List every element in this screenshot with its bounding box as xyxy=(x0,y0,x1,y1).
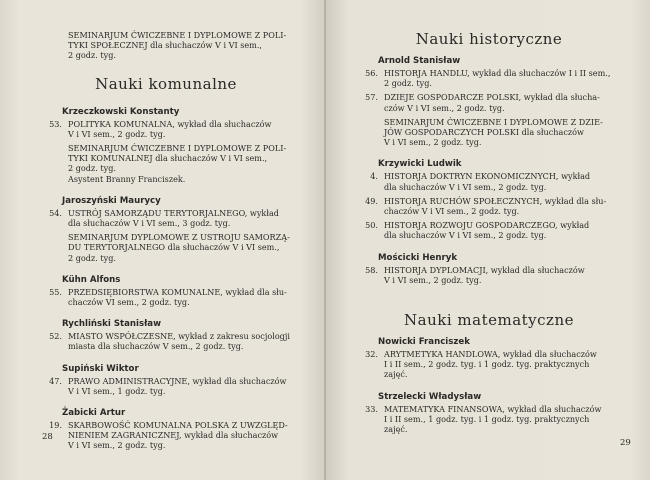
lecturer-name: Nowicki Franciszek xyxy=(378,337,470,348)
course-entry xyxy=(40,232,292,263)
page-number-left: 28 xyxy=(42,432,53,442)
course-entry xyxy=(40,376,292,396)
course-number: 53. xyxy=(49,118,62,129)
course-entry xyxy=(356,68,622,88)
course-entry xyxy=(356,220,622,240)
course-text: MATEMATYKA FINANSOWA, wykład dla słuchaczów I i II sem., 1 godz. tyg. i 1 godz. tyg. praktycznych zajęć. xyxy=(384,403,602,435)
course-text: PRAWO ADMINISTRACYJNE, wykład dla słuchaczów V i VI sem., 1 godz. tyg. xyxy=(68,375,287,396)
course-text: MIASTO WSPÓŁCZESNE, wykład z zakresu socjologji miasta dla słuchaczów V sem., 2 godz. tyg. xyxy=(68,331,290,352)
course-text: HISTORJA DOKTRYN EKONOMICZNYCH, wykład dla słuchaczów V i VI sem., 2 godz. tyg. xyxy=(384,171,591,192)
left-page-content xyxy=(40,30,292,463)
lecturer-name: Krzeczkowski Konstanty xyxy=(62,106,180,117)
left-groups xyxy=(40,107,292,463)
section-title-matematyczne: Nauki matematyczne xyxy=(404,311,574,330)
course-entry xyxy=(356,171,622,191)
section-title-historyczne: Nauki historyczne xyxy=(415,30,563,48)
course-number: 4. xyxy=(370,171,378,182)
course-text: HISTORJA ROZWOJU GOSPODARCZEGO, wykład dla słuchaczów V i VI sem., 2 godz. tyg. xyxy=(384,220,590,241)
course-text: HISTORJA RUCHÓW SPOŁECZNYCH, wykład dla słu- chaczów V i VI sem., 2 godz. tyg. xyxy=(384,195,607,217)
course-text: SEMINARJUM DYPLOMOWE Z USTROJU SAMORZĄ- DU TERYTORJALNEGO dla słuchaczów V i VI sem., 2 godz. tyg. xyxy=(68,232,290,263)
course-text: ARYTMETYKA HANDLOWA, wykład dla słuchaczów I i II sem., 2 godz. tyg. i 1 godz. tyg. praktycznych zajęć. xyxy=(384,349,597,380)
course-text: HISTORJA HANDLU, wykład dla słuchaczów I i II sem., 2 godz. tyg. xyxy=(384,68,611,89)
course-entry xyxy=(356,404,622,435)
right-page xyxy=(326,0,650,480)
lecturer-name: Supiński Wiktor xyxy=(62,363,139,374)
right-groups-historyczne xyxy=(356,56,622,297)
course-text: USTRÓJ SAMORZĄDU TERYTORJALNEGO, wykład dla słuchaczów V i VI sem., 3 godz. tyg. xyxy=(68,207,279,229)
lecturer-name: Jaroszyński Maurycy xyxy=(62,195,161,206)
lecturer-name: Kühn Alfons xyxy=(62,274,121,285)
lecturer-name: Żabicki Artur xyxy=(62,408,126,419)
course-text: DZIEJE GOSPODARCZE POLSKI, wykład dla słucha- czów V i VI sem., 2 godz. tyg. xyxy=(384,92,600,113)
course-entry xyxy=(356,117,622,148)
course-entry xyxy=(356,349,622,380)
course-entry xyxy=(40,208,292,228)
course-number: 55. xyxy=(49,286,62,297)
course-entry xyxy=(40,119,292,139)
course-text: POLITYKA KOMUNALNA, wykład dla słuchaczów V i VI sem., 2 godz. tyg. xyxy=(68,118,272,139)
course-entry xyxy=(356,196,622,216)
course-entry xyxy=(40,420,292,451)
course-text: HISTORJA DYPLOMACJI, wykład dla słuchaczów V i VI sem., 2 godz. tyg. xyxy=(384,264,585,285)
course-number: 50. xyxy=(365,220,378,231)
course-text: PRZEDSIĘBIORSTWA KOMUNALNE, wykład dla słu- chaczów VI sem., 2 godz. tyg. xyxy=(68,286,287,308)
right-page-content xyxy=(356,30,622,446)
course-text: SEMINARJUM ĆWICZEBNE I DYPLOMOWE Z DZIE- JÓW GOSPODARCZYCH POLSKI dla słuchaczów V i VI sem., 2 godz. tyg. xyxy=(384,116,603,148)
course-text: SKARBOWOŚĆ KOMUNALNA POLSKA Z UWZGLĘD- NIENIEM ZAGRANICZNEJ, wykład dla słuchaczów V i VI sem., 2 godz. tyg. xyxy=(68,420,288,451)
lecturer-name: Arnold Stanisław xyxy=(378,56,461,66)
course-number: 58. xyxy=(365,264,378,275)
course-entry xyxy=(356,265,622,285)
course-text: SEMINARJUM ĆWICZEBNE I DYPLOMOWE Z POLI- TYKI KOMUNALNEJ dla słuchaczów V i VI sem., 2 godz. tyg. Asystent Branny Franciszek. xyxy=(68,143,287,184)
course-number: 47. xyxy=(49,375,62,386)
course-number: 32. xyxy=(365,349,378,360)
course-entry xyxy=(40,287,292,307)
intro-entry: SEMINARJUM ĆWICZEBNE I DYPLOMOWE Z POLI- TYKI SPOŁECZNEJ dla słuchaczów V i VI sem., 2 godz. tyg. xyxy=(68,30,287,61)
course-entry xyxy=(356,92,622,112)
lecturer-name: Strzelecki Władysław xyxy=(378,391,482,402)
right-groups-matematyczne xyxy=(356,337,622,446)
course-number: 49. xyxy=(365,195,378,206)
lecturer-name: Krzywicki Ludwik xyxy=(378,159,462,170)
course-entry xyxy=(40,331,292,351)
course-number: 52. xyxy=(49,331,62,342)
page-number-right: 29 xyxy=(620,438,631,448)
course-number: 57. xyxy=(365,92,378,103)
course-entry xyxy=(40,143,292,184)
lecturer-name: Rychliński Stanisław xyxy=(62,319,162,330)
course-number: 19. xyxy=(49,420,62,431)
course-number: 33. xyxy=(365,403,378,414)
section-title-komunalne: Nauki komunalne xyxy=(95,74,237,93)
course-number: 56. xyxy=(365,68,378,78)
course-number: 54. xyxy=(49,207,62,218)
lecturer-name: Mościcki Henryk xyxy=(378,252,458,263)
